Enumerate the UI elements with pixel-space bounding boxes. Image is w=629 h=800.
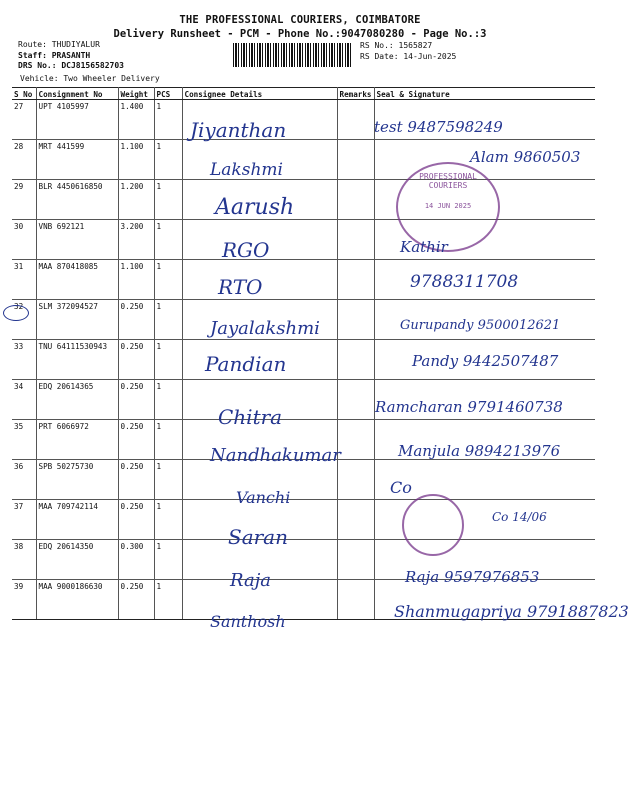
row-weight: 1.100 — [118, 140, 154, 180]
row-weight: 0.250 — [118, 460, 154, 500]
consignee-handwriting: RTO — [218, 275, 263, 299]
barcode — [233, 43, 351, 67]
row-pcs: 1 — [154, 140, 182, 180]
col-seal-signature: Seal & Signature — [374, 88, 595, 100]
runsheet-subtitle: Delivery Runsheet - PCM - Phone No.:9047080280 - Page No.:3 — [113, 28, 487, 40]
row-pcs: 1 — [154, 180, 182, 220]
row-pcs: 1 — [154, 580, 182, 620]
row-consignment-no: EDQ 20614350 — [36, 540, 118, 580]
signature-handwriting: Pandy 9442507487 — [412, 352, 559, 370]
row-remarks-cell — [337, 580, 374, 620]
row-pcs: 1 — [154, 380, 182, 420]
row-consignment-no: MAA 709742114 — [36, 500, 118, 540]
row-sno: 30 — [12, 220, 36, 260]
col-remarks: Remarks — [337, 88, 374, 100]
col-sno: S No — [12, 88, 36, 100]
row-remarks-cell — [337, 500, 374, 540]
row-pcs: 1 — [154, 340, 182, 380]
row-remarks-cell — [337, 460, 374, 500]
row-consignment-no: VNB 692121 — [36, 220, 118, 260]
signature-handwriting: Co — [390, 478, 412, 497]
row-pcs: 1 — [154, 500, 182, 540]
courier-stamp-2 — [402, 494, 464, 556]
row-sno: 34 — [12, 380, 36, 420]
row-consignment-no: UPT 4105997 — [36, 100, 118, 140]
row-weight: 0.300 — [118, 540, 154, 580]
drs-number: DRS No.: DCJ8156582703 — [18, 61, 124, 70]
consignee-handwriting: Jiyanthan — [190, 118, 287, 142]
row-sno: 31 — [12, 260, 36, 300]
row-sno: 35 — [12, 420, 36, 460]
row-pcs: 1 — [154, 260, 182, 300]
consignee-handwriting: Raja — [230, 570, 272, 591]
vehicle-label: Vehicle: Two Wheeler Delivery — [20, 74, 160, 83]
consignee-handwriting: Aarush — [215, 195, 295, 220]
signature-handwriting: Raja 9597976853 — [405, 568, 540, 586]
row-sno: 39 — [12, 580, 36, 620]
table-row — [12, 100, 595, 140]
table-row — [12, 180, 595, 220]
row-pcs: 1 — [154, 540, 182, 580]
stamp-text: PROFESSIONAL COURIERS — [419, 172, 477, 190]
consignee-handwriting: Chitra — [218, 405, 283, 429]
row-weight: 3.200 — [118, 220, 154, 260]
consignee-handwriting: Saran — [228, 525, 288, 549]
row-remarks-cell — [337, 140, 374, 180]
row-weight: 0.250 — [118, 420, 154, 460]
meta-right-block — [360, 41, 456, 62]
row-remarks-cell — [337, 340, 374, 380]
row-remarks-cell — [337, 100, 374, 140]
row-weight: 0.250 — [118, 500, 154, 540]
row-consignment-no: MAA 9000186630 — [36, 580, 118, 620]
meta-left-block — [18, 40, 124, 72]
rs-date: RS Date: 14-Jun-2025 — [360, 51, 457, 61]
row-weight: 1.100 — [118, 260, 154, 300]
row-sno: 36 — [12, 460, 36, 500]
col-consignment: Consignment No — [36, 88, 118, 100]
row-weight: 0.250 — [118, 300, 154, 340]
row-consignment-no: TNU 64111530943 — [36, 340, 118, 380]
row-sno: 29 — [12, 180, 36, 220]
row-remarks-cell — [337, 300, 374, 340]
row-weight: 0.250 — [118, 580, 154, 620]
consignee-handwriting: Nandhakumar — [210, 445, 341, 466]
table-header-row — [12, 88, 595, 100]
col-consignee: Consignee Details — [182, 88, 337, 100]
row-remarks-cell — [337, 380, 374, 420]
signature-handwriting: Co 14/06 — [492, 510, 547, 524]
row-sno: 27 — [12, 100, 36, 140]
row-consignment-no: SLM 372094527 — [36, 300, 118, 340]
table-row — [12, 220, 595, 260]
signature-handwriting: test 9487598249 — [374, 118, 503, 136]
row-sno: 32 — [12, 300, 36, 340]
row-consignment-no: PRT 6066972 — [36, 420, 118, 460]
row-consignment-no: MRT 441599 — [36, 140, 118, 180]
consignee-handwriting: Vanchi — [236, 488, 291, 507]
runsheet-title: THE PROFESSIONAL COURIERS, COIMBATORE — [179, 14, 421, 26]
signature-handwriting: Shanmugapriya 9791887823 — [394, 602, 629, 621]
row-remarks-cell — [337, 260, 374, 300]
row-consignment-no: SPB 50275730 — [36, 460, 118, 500]
row-remarks-cell — [337, 180, 374, 220]
signature-handwriting: Manjula 9894213976 — [398, 442, 561, 460]
consignee-handwriting: RGO — [222, 238, 270, 262]
route-label: Route: THUDIYALUR — [18, 40, 100, 49]
signature-handwriting: 9788311708 — [410, 272, 519, 292]
row-remarks-cell — [337, 420, 374, 460]
stamp-date: 14 JUN 2025 — [424, 201, 472, 210]
row-consignment-no: MAA 870418085 — [36, 260, 118, 300]
row-weight: 0.250 — [118, 380, 154, 420]
signature-handwriting: Ramcharan 9791460738 — [375, 398, 563, 416]
row-pcs: 1 — [154, 300, 182, 340]
signature-handwriting: Gurupandy 9500012621 — [400, 318, 561, 333]
col-pcs: PCS — [154, 88, 182, 100]
row-consignment-no: EDQ 20614365 — [36, 380, 118, 420]
row-sno: 28 — [12, 140, 36, 180]
row-sno: 37 — [12, 500, 36, 540]
row-weight: 1.400 — [118, 100, 154, 140]
row-pcs: 1 — [154, 420, 182, 460]
row-pcs: 1 — [154, 460, 182, 500]
row-sno: 33 — [12, 340, 36, 380]
rs-number: RS No.: 1565827 — [360, 41, 433, 50]
col-weight: Weight — [118, 88, 154, 100]
consignee-handwriting: Lakshmi — [210, 160, 283, 180]
row-weight: 1.200 — [118, 180, 154, 220]
row-pcs: 1 — [154, 220, 182, 260]
staff-label: Staff: PRASANTH — [18, 50, 91, 60]
consignee-handwriting: Santhosh — [210, 612, 286, 631]
row-consignment-no: BLR 4450616850 — [36, 180, 118, 220]
row-pcs: 1 — [154, 100, 182, 140]
row-remarks-cell — [337, 220, 374, 260]
consignee-handwriting: Jayalakshmi — [210, 318, 320, 339]
row-sno: 38 — [12, 540, 36, 580]
consignee-handwriting: Pandian — [205, 352, 287, 376]
signature-handwriting: Kathir — [400, 238, 448, 256]
row-remarks-cell — [337, 540, 374, 580]
row-weight: 0.250 — [118, 340, 154, 380]
signature-handwriting: Alam 9860503 — [470, 148, 581, 166]
handwritten-circle-mark — [3, 305, 29, 321]
